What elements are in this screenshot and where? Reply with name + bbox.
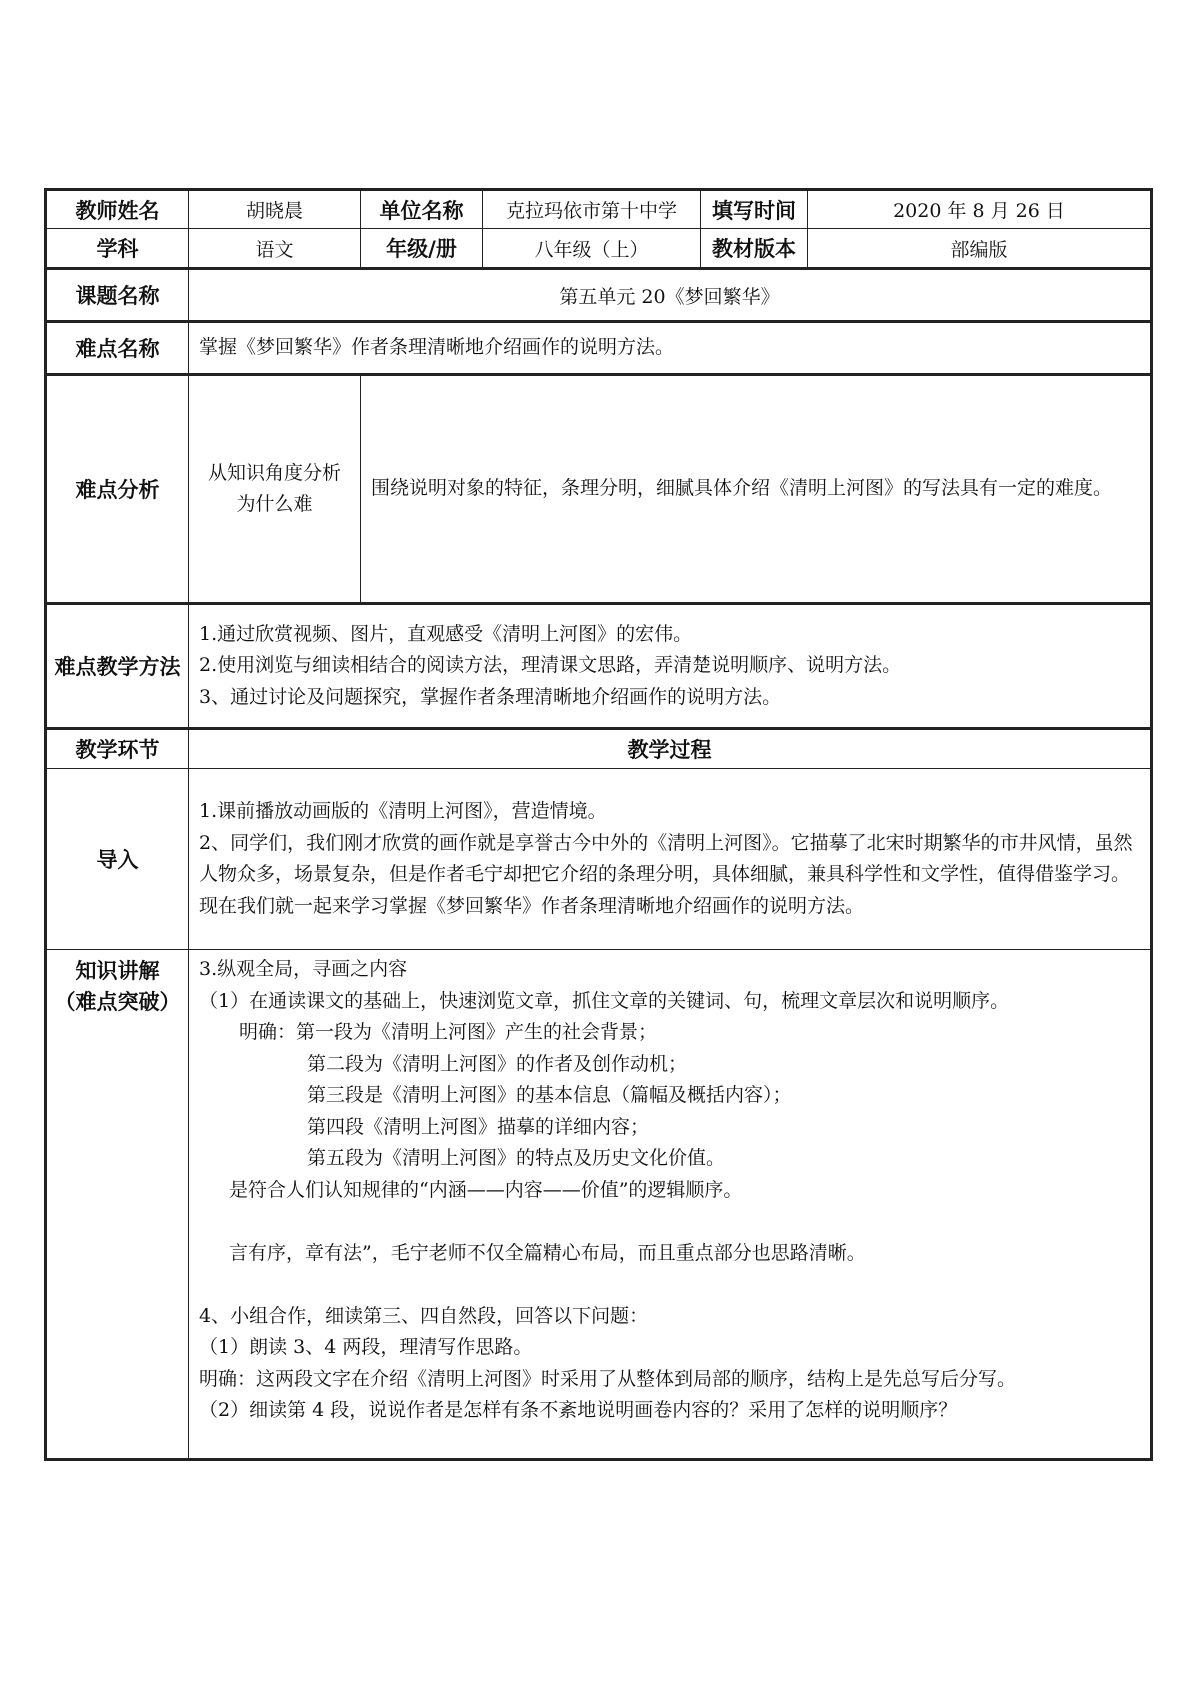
knowledge-line-1: 3.纵观全局，寻画之内容	[199, 958, 408, 980]
knowledge-line-10: 4、小组合作，细读第三、四自然段，回答以下问题：	[199, 1304, 649, 1327]
teacher-name-label: 教师姓名	[46, 190, 189, 229]
subject-label: 学科	[46, 229, 189, 269]
section-title: 教学过程	[189, 729, 1152, 769]
intro-line-2: 2、同学们，我们刚才欣赏的画作就是享誉古今中外的《清明上河图》。它描摹了北宋时期繁华的市井风情，虽然人物众多，场景复杂，但是作者毛宁却把它介绍的条理分明，具体细腻，兼具科学性和文学性，值得借鉴学习。现在我们就一起来学习掌握《梦回繁华》作者条理清晰地介绍画作的说明方法。	[199, 831, 1133, 917]
knowledge-label	[46, 950, 189, 1460]
blank-line	[199, 1269, 1140, 1301]
topic-label: 课题名称	[46, 269, 189, 322]
knowledge-line-12: 明确：这两段文字在介绍《清明上河图》时采用了从整体到局部的顺序，结构上是先总写后分写。	[199, 1367, 1017, 1390]
knowledge-label-sub: （难点突破）	[54, 990, 181, 1014]
knowledge-line-7: 第五段为《清明上河图》的特点及历史文化价值。	[307, 1147, 726, 1169]
lesson-plan-table	[44, 188, 1153, 1461]
knowledge-line-2: （1）在通读课文的基础上，快速浏览文章，抓住文章的关键词、句，梳理文章层次和说明顺序。	[199, 989, 1010, 1012]
fill-date-label: 填写时间	[701, 190, 808, 229]
grade-value: 八年级（上）	[483, 229, 701, 269]
analysis-label: 难点分析	[46, 375, 189, 604]
knowledge-line-5: 第三段是《清明上河图》的基本信息（篇幅及概括内容）；	[307, 1084, 792, 1106]
edition-label: 教材版本	[701, 229, 808, 269]
knowledge-line-4: 第二段为《清明上河图》的作者及创作动机；	[307, 1052, 688, 1075]
knowledge-label-main: 知识讲解	[75, 959, 160, 983]
method-item-3: 3、通过讨论及问题探究，掌握作者条理清晰地介绍画作的说明方法。	[199, 685, 782, 708]
fill-date-value: 2020 年 8 月 26 日	[808, 190, 1152, 229]
knowledge-line-9: 言有序，章有法”，毛宁老师不仅全篇精心布局，而且重点部分也思路清晰。	[229, 1241, 866, 1264]
knowledge-line-13: （2）细读第 4 段，说说作者是怎样有条不紊地说明画卷内容的？采用了怎样的说明顺序？	[199, 1399, 958, 1421]
knowledge-line-3: 明确：第一段为《清明上河图》产生的社会背景；	[239, 1021, 658, 1043]
knowledge-line-8: 是符合人们认知规律的“内涵——内容——价值”的逻辑顺序。	[229, 1178, 743, 1201]
analysis-sub-label: 从知识角度分析为什么难	[189, 375, 361, 604]
section-label: 教学环节	[46, 729, 189, 769]
difficulty-value: 掌握《梦回繁华》作者条理清晰地介绍画作的说明方法。	[189, 322, 1152, 375]
blank-line	[199, 1206, 1140, 1238]
analysis-value: 围绕说明对象的特征，条理分明，细腻具体介绍《清明上河图》的写法具有一定的难度。	[361, 375, 1152, 604]
method-item-1: 1.通过欣赏视频、图片，直观感受《清明上河图》的宏伟。	[199, 622, 693, 645]
knowledge-line-6: 第四段《清明上河图》描摹的详细内容；	[307, 1115, 650, 1138]
methods-label: 难点教学方法	[46, 604, 189, 729]
knowledge-content	[189, 950, 1152, 1460]
method-item-2: 2.使用浏览与细读相结合的阅读方法，理清课文思路，弄清楚说明顺序、说明方法。	[199, 654, 902, 677]
unit-name-value: 克拉玛依市第十中学	[483, 190, 701, 229]
topic-value: 第五单元 20《梦回繁华》	[189, 269, 1152, 322]
methods-list	[189, 604, 1152, 729]
intro-line-1: 1.课前播放动画版的《清明上河图》，营造情境。	[199, 800, 607, 822]
teacher-name-value: 胡晓晨	[189, 190, 361, 229]
unit-name-label: 单位名称	[361, 190, 483, 229]
grade-label: 年级/册	[361, 229, 483, 269]
difficulty-label: 难点名称	[46, 322, 189, 375]
intro-label: 导入	[46, 769, 189, 950]
edition-value: 部编版	[808, 229, 1152, 269]
intro-text	[189, 769, 1152, 950]
knowledge-line-11: （1）朗读 3、4 两段，理清写作思路。	[199, 1336, 533, 1358]
subject-value: 语文	[189, 229, 361, 269]
